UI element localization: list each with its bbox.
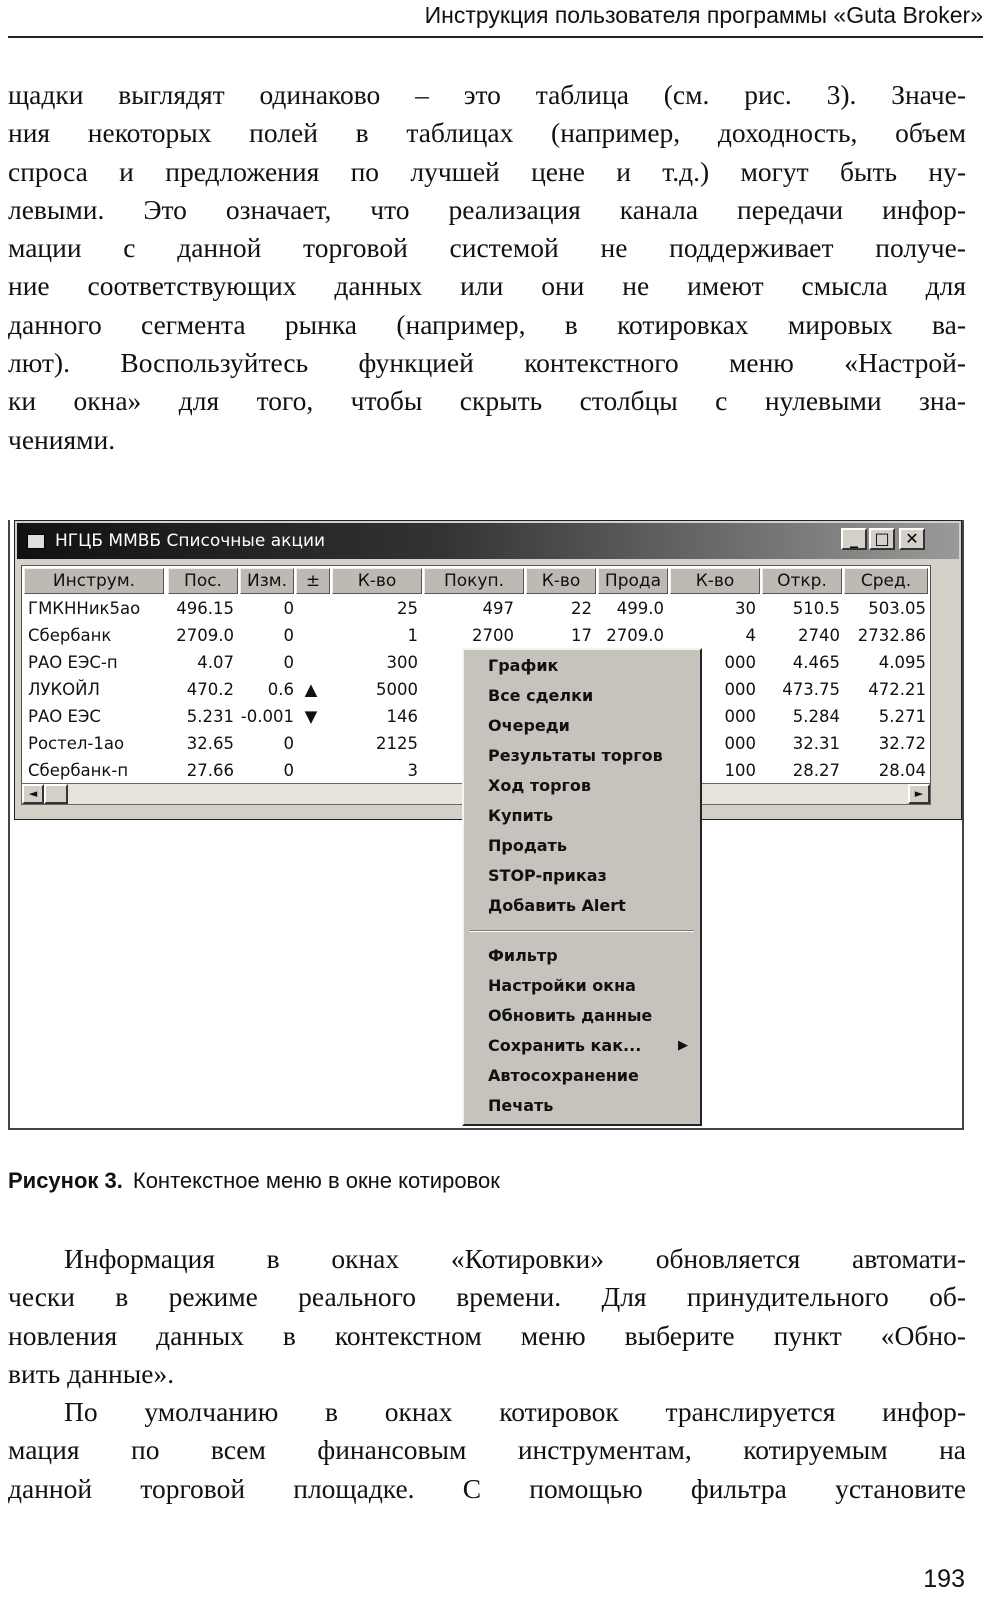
table-cell: 473.75 bbox=[782, 680, 840, 699]
table-cell: 0.6 bbox=[267, 680, 294, 699]
scroll-thumb[interactable] bbox=[44, 784, 68, 804]
column-header[interactable]: Изм. bbox=[240, 568, 294, 594]
figure-caption bbox=[8, 1168, 500, 1194]
trend-arrow-icon bbox=[296, 758, 326, 784]
table-cell: 000 bbox=[724, 680, 756, 699]
text-line: вить данные». bbox=[8, 1357, 175, 1389]
table-cell: 32.31 bbox=[792, 734, 840, 753]
table-cell: 25 bbox=[397, 599, 418, 618]
table-cell: 300 bbox=[386, 653, 418, 672]
trend-arrow-icon bbox=[296, 731, 326, 757]
table-cell: 497 bbox=[482, 599, 514, 618]
table-cell: 30 bbox=[735, 599, 756, 618]
close-icon: ✕ bbox=[905, 529, 919, 548]
menu-item-autosave[interactable]: Автосохранение bbox=[488, 1066, 639, 1085]
table-cell: 000 bbox=[724, 653, 756, 672]
table-cell: 2709.0 bbox=[176, 626, 234, 645]
text-line: мация по всем финансовым инструментам, котируемым на bbox=[8, 1434, 966, 1466]
table-cell: 5.231 bbox=[186, 707, 234, 726]
text-line: данной торговой площадке. С помощью фильтра установите bbox=[8, 1472, 966, 1504]
text-line: Информация в окнах «Котировки» обновляется автомати- bbox=[64, 1243, 966, 1274]
context-menu bbox=[462, 648, 702, 1126]
table-cell: 32.72 bbox=[878, 734, 926, 753]
table-cell: 2709.0 bbox=[606, 626, 664, 645]
text-line: ние соответствующих данных или они не имеют смысла для bbox=[8, 270, 966, 302]
table-cell: ГМКННик5ао bbox=[28, 599, 141, 618]
table-cell: 2125 bbox=[376, 734, 418, 753]
window-app-icon bbox=[27, 534, 45, 549]
running-header-title: Инструкция пользователя программы «Guta Broker» bbox=[424, 2, 983, 28]
column-header[interactable]: Инструм. bbox=[24, 568, 164, 594]
table-cell: Сбербанк bbox=[28, 626, 112, 645]
maximize-icon: □ bbox=[874, 529, 890, 548]
scroll-right-button[interactable] bbox=[908, 784, 930, 804]
column-header[interactable]: К-во bbox=[526, 568, 596, 594]
column-header[interactable]: К-во bbox=[670, 568, 760, 594]
table-cell: 4.095 bbox=[878, 653, 926, 672]
table-cell: Ростел-1ао bbox=[28, 734, 125, 753]
trend-arrow-icon: ▲ bbox=[304, 680, 318, 699]
table-cell: 2740 bbox=[798, 626, 840, 645]
page-number: 193 bbox=[923, 1565, 965, 1593]
column-header[interactable]: ± bbox=[296, 568, 330, 594]
column-header[interactable]: Покуп. bbox=[424, 568, 524, 594]
column-header[interactable]: Прода bbox=[598, 568, 668, 594]
menu-item-add-alert[interactable]: Добавить Alert bbox=[488, 896, 626, 915]
table-cell: 000 bbox=[724, 734, 756, 753]
scroll-right-icon: ► bbox=[914, 787, 924, 800]
window-titlebar[interactable] bbox=[17, 523, 959, 559]
table-cell: 3 bbox=[407, 761, 418, 780]
table-cell: 5.284 bbox=[792, 707, 840, 726]
table-cell: ЛУКОЙЛ bbox=[28, 680, 100, 699]
table-cell: 0 bbox=[283, 599, 294, 618]
table-cell: 2700 bbox=[472, 626, 514, 645]
table-cell: 2732.86 bbox=[857, 626, 926, 645]
table-cell: РАО ЕЭС bbox=[28, 707, 101, 726]
table-cell: 472.21 bbox=[868, 680, 926, 699]
column-header[interactable]: Откр. bbox=[762, 568, 842, 594]
menu-item-chart[interactable]: График bbox=[488, 656, 559, 675]
minimize-button[interactable] bbox=[841, 528, 867, 550]
menu-item-queues[interactable]: Очереди bbox=[488, 716, 570, 735]
menu-item-sell[interactable]: Продать bbox=[488, 836, 567, 855]
text-line: спроса и предложения по лучшей цене и т.д.) могут быть ну- bbox=[8, 155, 966, 187]
table-cell: 000 bbox=[724, 707, 756, 726]
table-row[interactable] bbox=[22, 623, 930, 649]
text-line: По умолчанию в окнах котировок транслируется инфор- bbox=[64, 1396, 966, 1428]
column-header[interactable]: Пос. bbox=[168, 568, 238, 594]
scroll-left-button[interactable] bbox=[22, 784, 44, 804]
menu-item-trade-results[interactable]: Результаты торгов bbox=[488, 746, 663, 765]
table-cell: 5000 bbox=[376, 680, 418, 699]
text-line: левыми. Это означает, что реализация канала передачи инфор- bbox=[8, 193, 966, 225]
menu-item-refresh-data[interactable]: Обновить данные bbox=[488, 1006, 653, 1025]
table-cell: 4.07 bbox=[197, 653, 234, 672]
text-line: лют). Воспользуйтесь функцией контекстного меню «Настрой- bbox=[8, 347, 966, 379]
table-cell: 4.465 bbox=[792, 653, 840, 672]
maximize-button[interactable] bbox=[869, 528, 895, 550]
caption-text: Контекстное меню в окне котировок bbox=[132, 1168, 500, 1193]
table-cell: 0 bbox=[283, 761, 294, 780]
column-header[interactable]: К-во bbox=[332, 568, 422, 594]
table-cell: 5.271 bbox=[878, 707, 926, 726]
table-cell: 146 bbox=[386, 707, 418, 726]
column-header[interactable]: Сред. bbox=[844, 568, 928, 594]
table-cell: 22 bbox=[571, 599, 592, 618]
caption-label: Рисунок 3. bbox=[8, 1168, 123, 1193]
table-cell: 32.65 bbox=[186, 734, 234, 753]
minimize-icon: _ bbox=[850, 529, 858, 548]
table-cell: 470.2 bbox=[186, 680, 234, 699]
text-line: чениями. bbox=[8, 423, 116, 455]
table-cell: 499.0 bbox=[616, 599, 664, 618]
menu-item-filter[interactable]: Фильтр bbox=[488, 946, 558, 965]
running-header bbox=[8, 0, 983, 38]
paragraph-bottom bbox=[8, 1240, 966, 1508]
table-cell: 0 bbox=[283, 626, 294, 645]
menu-item-trade-progress[interactable]: Ход торгов bbox=[488, 776, 592, 795]
table-cell: 17 bbox=[571, 626, 592, 645]
table-cell: 510.5 bbox=[792, 599, 840, 618]
table-cell: 496.15 bbox=[176, 599, 234, 618]
submenu-arrow-icon: ▶ bbox=[678, 1038, 688, 1053]
menu-item-print[interactable]: Печать bbox=[488, 1096, 554, 1115]
trend-arrow-icon bbox=[296, 596, 326, 622]
table-cell: 28.04 bbox=[878, 761, 926, 780]
text-line: чески в режиме реального времени. Для принудительного об- bbox=[8, 1281, 966, 1313]
figure-screenshot bbox=[8, 520, 964, 1130]
close-button[interactable] bbox=[899, 528, 925, 550]
menu-item-all-trades[interactable]: Все сделки bbox=[488, 686, 594, 705]
text-line: ки окна» для того, чтобы скрыть столбцы с нулевыми зна- bbox=[8, 385, 966, 417]
table-cell: 4 bbox=[745, 626, 756, 645]
table-cell: -0.001 bbox=[240, 707, 294, 726]
scroll-left-icon: ◄ bbox=[28, 787, 38, 800]
paragraph-top bbox=[8, 76, 966, 459]
table-cell: 0 bbox=[283, 734, 294, 753]
table-cell: 28.27 bbox=[792, 761, 840, 780]
text-line: новления данных в контекстном меню выберите пункт «Обно- bbox=[8, 1319, 966, 1351]
table-row[interactable] bbox=[22, 596, 930, 622]
table-cell: 1 bbox=[407, 626, 418, 645]
menu-item-window-settings[interactable]: Настройки окна bbox=[488, 976, 636, 995]
table-cell: 27.66 bbox=[186, 761, 234, 780]
table-cell: Сбербанк-п bbox=[28, 761, 129, 780]
menu-separator bbox=[470, 930, 694, 932]
text-line: ния некоторых полей в таблицах (например, доходность, объем bbox=[8, 117, 966, 149]
table-cell: 0 bbox=[283, 653, 294, 672]
table-cell: 100 bbox=[724, 761, 756, 780]
text-line: мации с данной торговой системой не поддерживает получе- bbox=[8, 232, 966, 264]
trend-arrow-icon: ▼ bbox=[304, 707, 318, 726]
text-line: данного сегмента рынка (например, в котировках мировых ва- bbox=[8, 308, 966, 340]
trend-arrow-icon bbox=[296, 623, 326, 649]
table-cell: РАО ЕЭС-п bbox=[28, 653, 118, 672]
text-line: щадки выглядят одинаково – это таблица (см. рис. 3). Значе- bbox=[8, 79, 966, 110]
window-title: НГЦБ ММВБ Списочные акции bbox=[55, 531, 326, 551]
menu-item-stop-order[interactable]: STOP-приказ bbox=[488, 866, 607, 885]
menu-item-buy[interactable]: Купить bbox=[488, 806, 554, 825]
menu-item-save-as[interactable]: Сохранить как... bbox=[488, 1036, 642, 1055]
table-cell: 503.05 bbox=[868, 599, 926, 618]
trend-arrow-icon bbox=[296, 650, 326, 676]
